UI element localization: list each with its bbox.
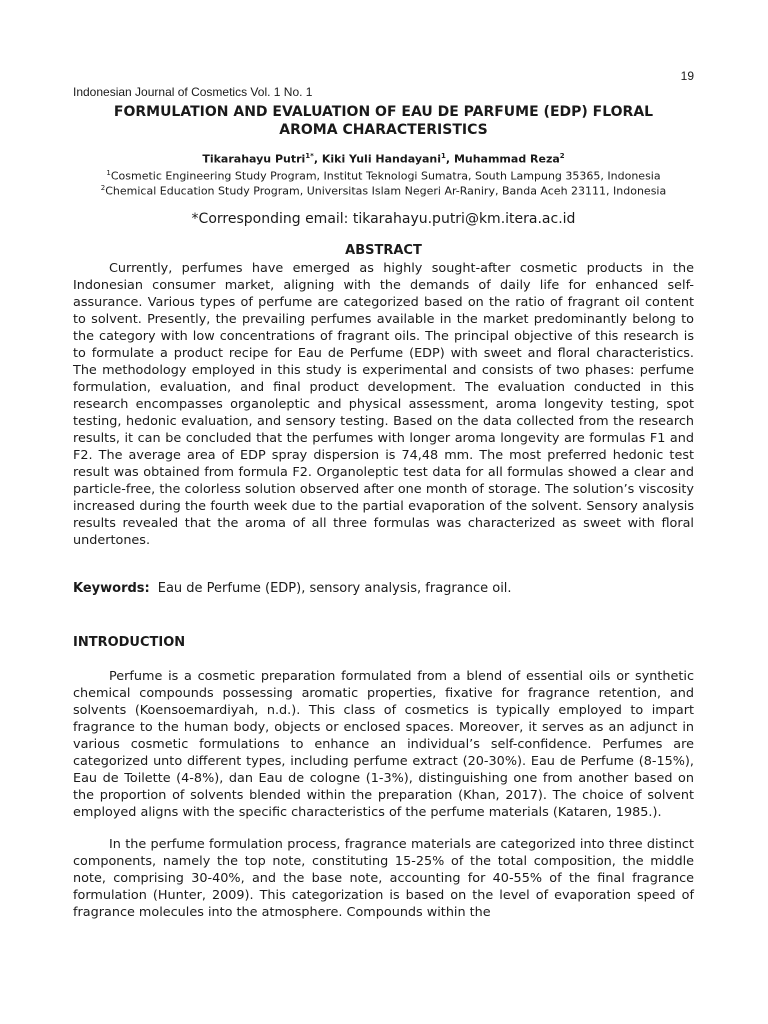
author-affiliation-mark: 2 — [559, 152, 565, 160]
paper-title — [73, 103, 694, 139]
affiliation-text: Cosmetic Engineering Study Program, Institut Teknologi Sumatra, South Lampung 35365, Indonesia — [110, 169, 661, 183]
journal-header: Indonesian Journal of Cosmetics Vol. 1 No. 1 — [73, 85, 313, 99]
keywords-label: Keywords: — [73, 581, 150, 596]
abstract-body: Currently, perfumes have emerged as highly sought-after cosmetic products in the Indonesian consumer market, aligning with the demands of daily life for enhanced self-assurance. Various types of perfume are categorized based on the ratio of fragrant oil content to solvent. Presently, the prevailing perfumes available in the market predominantly belong to the category with low concentrations of fragrant oils. The principal objective of this research is to formulate a product recipe for Eau de Perfume (EDP) with sweet and floral characteristics. The methodology employed in this study is experimental and consists of two phases: perfume formulation, evaluation, and final product development. The evaluation conducted in this research encompasses organoleptic and physical assessment, aroma longevity testing, spot testing, hedonic evaluation, and sensory testing. Based on the data collected from the research results, it can be concluded that the perfumes with longer aroma longevity are formulas F1 and F2. The average area of EDP spray dispersion is 74,48 mm. The most preferred hedonic test result was obtained from formula F2. Organoleptic test data for all formulas showed a clear and particle-free, the colorless solution observed after one month of storage. The solution’s viscosity increased during the fourth week due to the partial evaporation of the solvent. Sensory analysis results revealed that the aroma of all three formulas was characterized as sweet with floral undertones. — [73, 261, 694, 548]
author-name: Muhammad Reza — [453, 152, 560, 166]
author-name: Kiki Yuli Handayani — [321, 152, 442, 166]
affiliation-text: Chemical Education Study Program, Universitas Islam Negeri Ar-Raniry, Banda Aceh 23111, Indonesia — [105, 184, 667, 198]
keywords-text: Eau de Perfume (EDP), sensory analysis, fragrance oil. — [157, 581, 512, 596]
title-line-1: FORMULATION AND EVALUATION OF EAU DE PARFUME (EDP) FLORAL — [113, 104, 654, 120]
affiliation — [73, 181, 694, 199]
page-number: 19 — [680, 69, 694, 83]
affiliation-mark: 2 — [100, 184, 106, 192]
introduction-paragraph: Perfume is a cosmetic preparation formulated from a blend of essential oils or synthetic chemical compounds possessing aromatic properties, fixative for fragrance retention, and solvents (Koensoemardiyah, n.d.). This class of cosmetics is typically employed to impart fragrance to the human body, objects or enclosed spaces. Moreover, it serves as an adjunct in various cosmetic formulations to enhance an individual’s self-confidence. Perfumes are categorized unto different types, including perfume extract (20-30%). Eau de Perfume (8-15%), Eau de Toilette (4-8%), dan Eau de cologne (1-3%), distinguishing one from another based on the proportion of solvents blended within the preparation (Khan, 2017). The choice of solvent employed aligns with the specific characteristics of the perfume materials (Kataren, 1985.). — [73, 669, 694, 820]
author-affiliation-mark: 1* — [305, 152, 314, 160]
author-affiliation-mark: 1 — [441, 152, 446, 160]
introduction-heading: INTRODUCTION — [73, 635, 186, 650]
author-name: Tikarahayu Putri — [202, 152, 306, 166]
author-list: Tikarahayu Putri$^{1*}$, Kiki Yuli Handayani$^1$, Muhammad Reza$^2$ — [202, 152, 565, 166]
title-line-2: AROMA CHARACTERISTICS — [279, 122, 488, 138]
affiliation-mark: 1 — [106, 169, 111, 177]
keywords — [73, 581, 694, 596]
corresponding-email: *Corresponding email: tikarahayu.putri@km.itera.ac.id — [191, 211, 576, 227]
abstract-heading: ABSTRACT — [345, 243, 422, 258]
introduction-paragraph: In the perfume formulation process, fragrance materials are categorized into three distinct components, namely the top note, constituting 15-25% of the total composition, the middle note, comprising 30-40%, and the base note, accounting for 40-55% of the final fragrance formulation (Hunter, 2009). This categorization is based on the level of evaporation speed of fragrance molecules into the atmosphere. Compounds within the — [73, 837, 694, 920]
